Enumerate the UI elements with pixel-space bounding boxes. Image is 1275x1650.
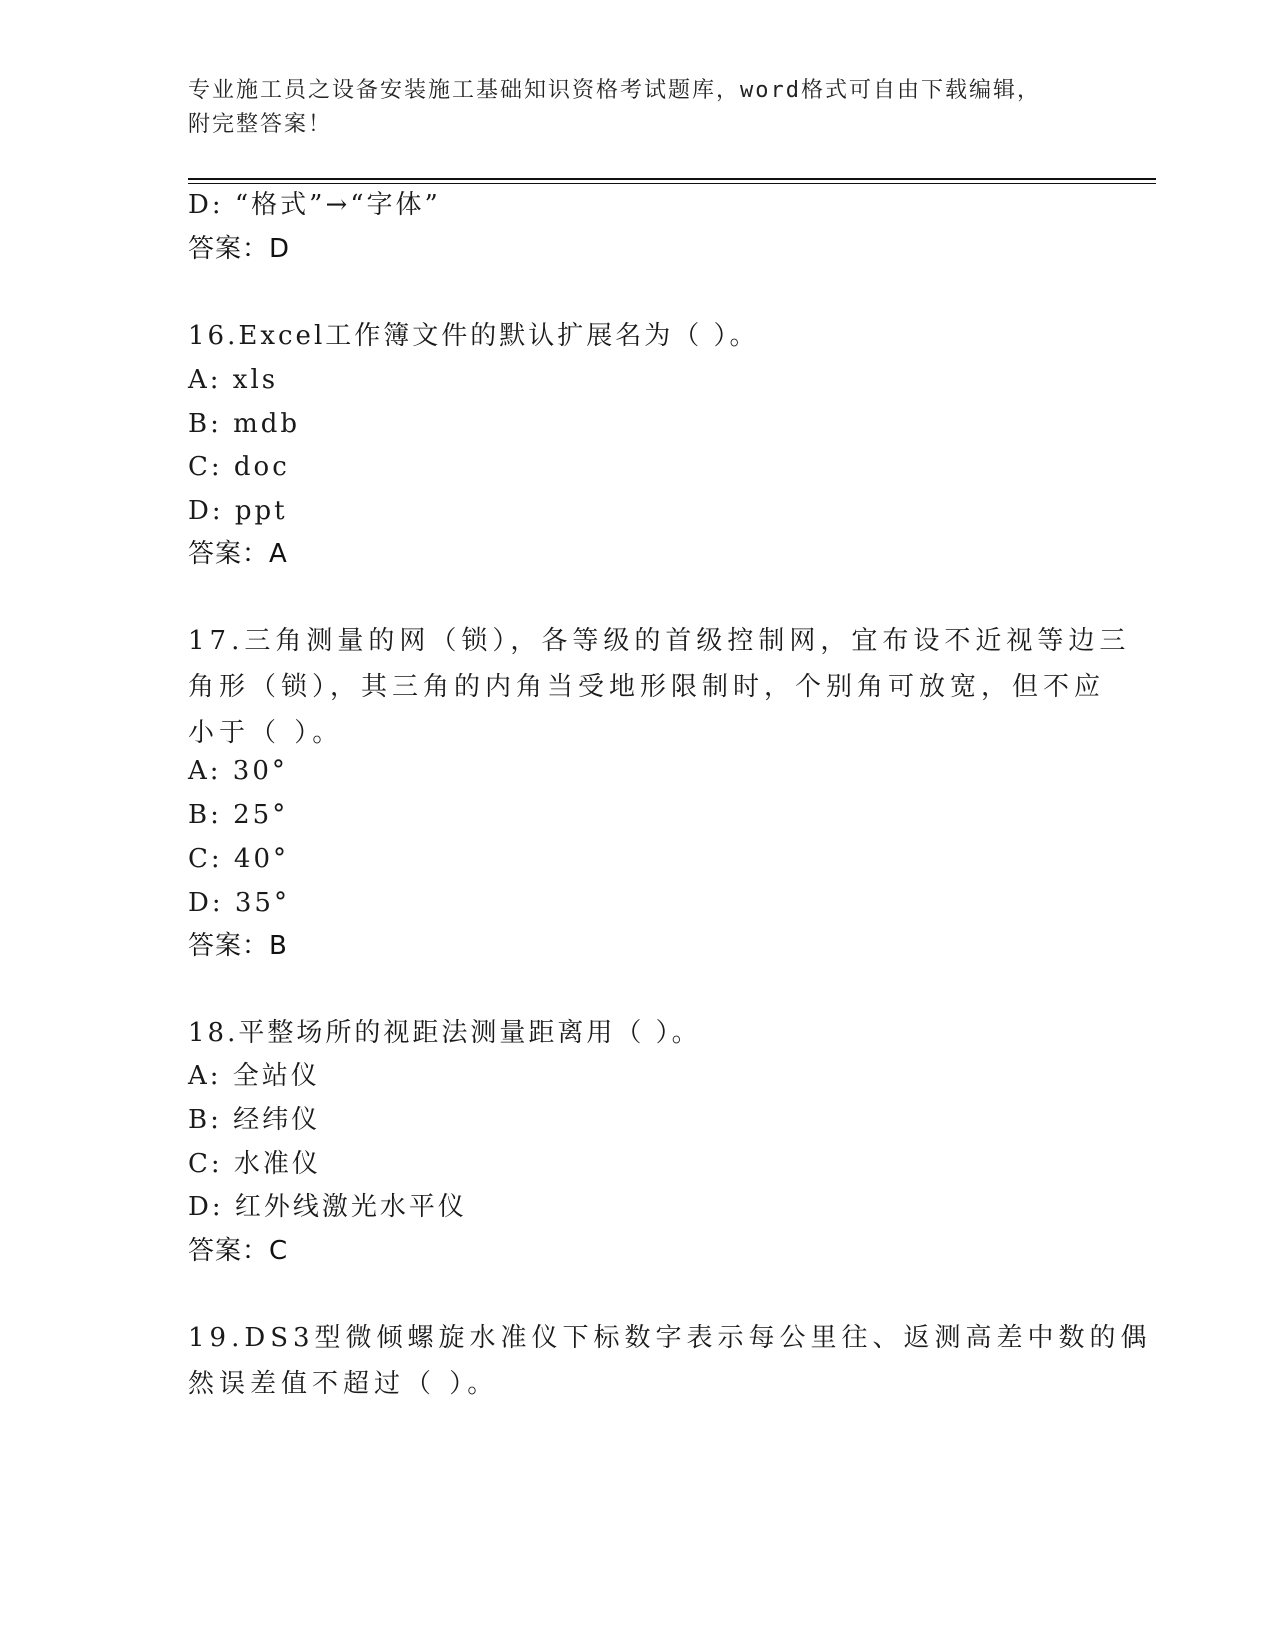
header-divider bbox=[188, 178, 1156, 180]
question-18-option-d: D: 红外线激光水平仪 bbox=[188, 1192, 467, 1222]
header-divider-thin bbox=[188, 183, 1156, 184]
header-line-1: 专业施工员之设备安装施工基础知识资格考试题库，word格式可自由下载编辑， bbox=[188, 78, 1041, 103]
question-18-stem: 18.平整场所的视距法测量距离用（ ）。 bbox=[188, 1018, 701, 1048]
question-17-option-b: B: 25° bbox=[188, 800, 289, 830]
document-header bbox=[188, 74, 1058, 142]
question-19-stem-line-2: 然误差值不超过（ ）。 bbox=[188, 1369, 499, 1399]
question-16-option-b: B: mdb bbox=[188, 409, 301, 439]
question-17-stem-line-2: 角形（锁），其三角的内角当受地形限制时，个别角可放宽，但不应 bbox=[188, 672, 1106, 702]
question-18-option-a: A: 全站仪 bbox=[188, 1061, 320, 1091]
question-17-stem-line-1: 17.三角测量的网（锁），各等级的首级控制网，宜布设不近视等边三 bbox=[188, 626, 1131, 656]
question-17-option-d: D: 35° bbox=[188, 888, 290, 918]
question-16-option-c: C: doc bbox=[188, 452, 290, 482]
prev-answer: 答案：D bbox=[188, 234, 291, 264]
question-16-option-a: A: xls bbox=[188, 365, 279, 395]
question-17-option-a: A: 30° bbox=[188, 756, 288, 786]
question-16-option-d: D: ppt bbox=[188, 496, 288, 526]
question-17-answer: 答案：B bbox=[188, 931, 288, 961]
question-16-stem: 16.Excel工作簿文件的默认扩展名为（ ）。 bbox=[188, 321, 759, 351]
question-17-stem-line-3: 小于（ ）。 bbox=[188, 718, 344, 748]
question-18-answer: 答案：C bbox=[188, 1236, 289, 1266]
question-17-stem bbox=[188, 618, 1131, 756]
question-16-answer: 答案：A bbox=[188, 539, 288, 569]
header-line-2: 附完整答案！ bbox=[188, 112, 333, 137]
prev-option-d: D: “格式”→“字体” bbox=[188, 190, 441, 220]
question-19-stem bbox=[188, 1315, 1152, 1407]
question-18-option-b: B: 经纬仪 bbox=[188, 1105, 321, 1135]
question-18-option-c: C: 水准仪 bbox=[188, 1149, 321, 1179]
question-17-option-c: C: 40° bbox=[188, 844, 290, 874]
question-19-stem-line-1: 19.DS3型微倾螺旋水准仪下标数字表示每公里往、返测高差中数的偶 bbox=[188, 1323, 1152, 1353]
